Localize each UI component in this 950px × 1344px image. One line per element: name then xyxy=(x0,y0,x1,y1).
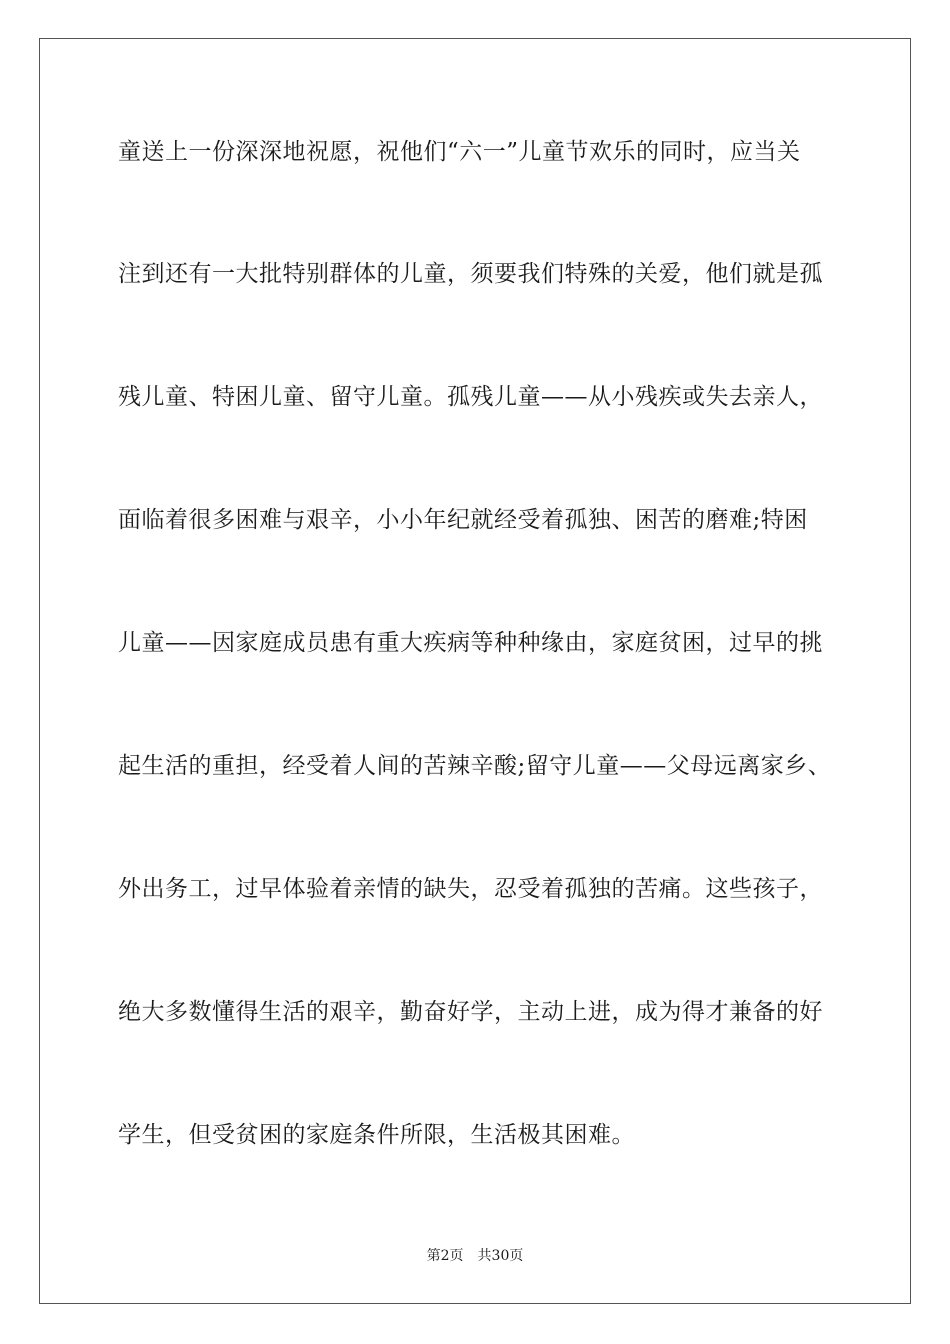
text-line-2: 注到还有一大批特别群体的儿童，须要我们特殊的关爱，他们就是孤 xyxy=(118,261,823,287)
text-line-7: 外出务工，过早体验着亲情的缺失，忍受着孤独的苦痛。这些孩子， xyxy=(118,876,823,902)
page-border xyxy=(39,38,911,1304)
text-line-1: 童送上一份深深地祝愿，祝他们“六一”儿童节欢乐的同时，应当关 xyxy=(118,139,801,165)
page-footer xyxy=(0,1247,950,1265)
text-line-9: 学生，但受贫困的家庭条件所限，生活极其困难。 xyxy=(118,1122,635,1148)
page-number: 第2页 xyxy=(426,1248,464,1264)
text-line-3: 残儿童、特困儿童、留守儿童。孤残儿童——从小残疾或失去亲人， xyxy=(118,384,823,410)
text-line-8: 绝大多数懂得生活的艰辛，勤奋好学，主动上进，成为得才兼备的好 xyxy=(118,999,823,1025)
text-line-6: 起生活的重担，经受着人间的苦辣辛酸;留守儿童——父母远离家乡、 xyxy=(118,753,832,779)
page-total: 共30页 xyxy=(477,1248,524,1264)
text-line-5: 儿童——因家庭成员患有重大疾病等种种缘由，家庭贫困，过早的挑 xyxy=(118,630,823,656)
text-line-4: 面临着很多困难与艰辛，小小年纪就经受着孤独、困苦的磨难;特困 xyxy=(118,507,808,533)
